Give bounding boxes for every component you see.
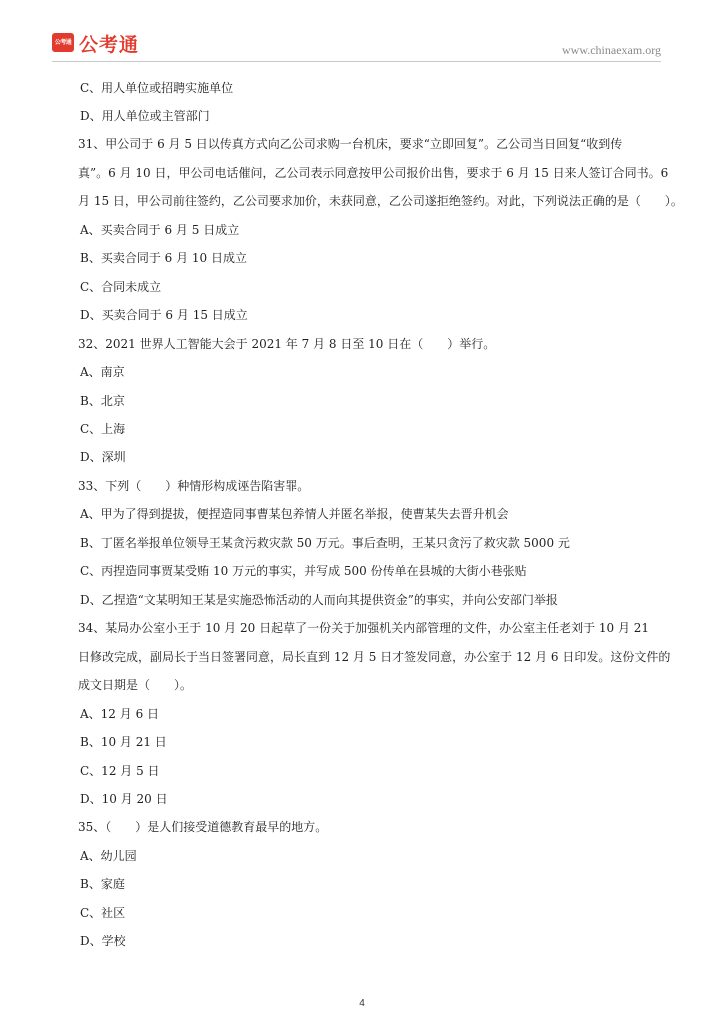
option-line: B、家庭 — [80, 877, 125, 891]
option-line: D、乙捏造“文某明知王某是实施恐怖活动的人而向其提供资金”的事实，并向公安部门举报 — [80, 593, 558, 607]
option-line: A、买卖合同于 6 月 5 日成立 — [80, 223, 240, 237]
option-line: C、合同未成立 — [80, 280, 162, 294]
question-32-line: 32、2021 世界人工智能大会于 2021 年 7 月 8 日至 10 日在（ ）举行。 — [78, 337, 496, 351]
option-line: A、南京 — [80, 365, 125, 379]
option-line: D、买卖合同于 6 月 15 日成立 — [80, 308, 248, 322]
logo-text: 公考通 — [79, 34, 140, 56]
option-line: C、社区 — [80, 906, 126, 920]
page-header — [0, 0, 724, 64]
question-31-line: 真”。6 月 10 日，甲公司电话催问，乙公司表示同意按甲公司报价出售，要求于 6 月 15 日来人签订合同书。6 — [78, 166, 669, 180]
option-line: D、10 月 20 日 — [80, 792, 168, 806]
option-line: B、丁匿名举报单位领导王某贪污救灾款 50 万元。事后查明，王某只贪污了救灾款 5000 元 — [80, 536, 570, 550]
option-line: A、甲为了得到提拔，便捏造同事曹某包养情人并匿名举报，使曹某失去晋升机会 — [80, 507, 509, 521]
option-line: D、深圳 — [80, 450, 126, 464]
question-34-line: 34、某局办公室小王于 10 月 20 日起草了一份关于加强机关内部管理的文件，办公室主任老刘于 10 月 21 — [78, 621, 650, 635]
option-line: B、10 月 21 日 — [80, 735, 167, 749]
question-33-line: 33、下列（ ）种情形构成诬告陷害罪。 — [78, 479, 310, 493]
logo-mark: 公考通 — [52, 33, 74, 52]
question-31-line: 月 15 日，甲公司前往签约，乙公司要求加价，未获同意，乙公司遂拒绝签约。对此，下列说法正确的是（ ）。 — [78, 194, 683, 208]
option-line: B、北京 — [80, 394, 125, 408]
option-line: A、幼儿园 — [80, 849, 137, 863]
question-34-line: 日修改完成，副局长于当日签署同意，局长直到 12 月 5 日才签发同意，办公室于 12 月 6 日印发。这份文件的 — [78, 650, 671, 664]
option-line: D、学校 — [80, 934, 126, 948]
page-number: 4 — [359, 998, 365, 1009]
question-31-line: 31、甲公司于 6 月 5 日以传真方式向乙公司求购一台机床，要求“立即回复”。乙公司当日回复“收到传 — [78, 137, 623, 151]
option-line: D、用人单位或主管部门 — [80, 109, 210, 123]
option-line: B、买卖合同于 6 月 10 日成立 — [80, 251, 247, 265]
option-line: C、丙捏造同事贾某受贿 10 万元的事实，并写成 500 份传单在县城的大街小巷张贴 — [80, 564, 527, 578]
question-35-line: 35、（ ）是人们接受道德教育最早的地方。 — [78, 820, 328, 834]
option-line: C、用人单位或招聘实施单位 — [80, 81, 234, 95]
question-34-line: 成文日期是（ ）。 — [78, 678, 193, 692]
option-line: C、上海 — [80, 422, 126, 436]
site-url[interactable]: www.chinaexam.org — [562, 43, 661, 57]
option-line: A、12 月 6 日 — [80, 707, 160, 721]
option-line: C、12 月 5 日 — [80, 764, 160, 778]
header-divider — [52, 61, 661, 62]
